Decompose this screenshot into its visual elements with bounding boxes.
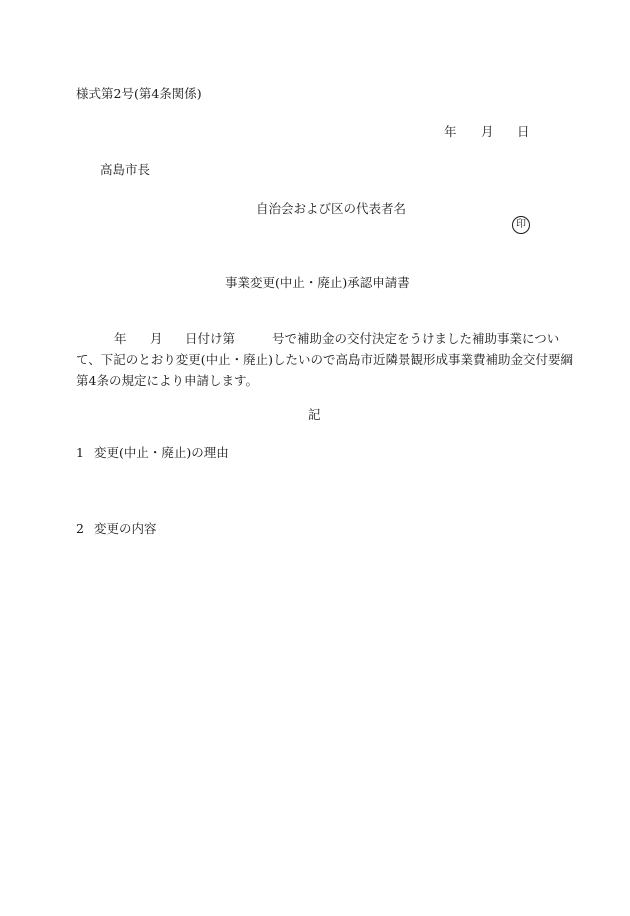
- item-label: 変更(中止・廃止)の理由: [94, 445, 229, 460]
- body-line-2: [76, 349, 574, 370]
- addressee: 高島市長: [100, 162, 151, 177]
- item-content: [76, 519, 157, 537]
- representative-label: 自治会および区の代表者名: [256, 201, 407, 216]
- form-number: 様式第2号(第4条関係): [76, 86, 202, 101]
- body-year-label: 年: [114, 331, 127, 346]
- body-line-2-text: て、下記のとおり変更(中止・廃止)したいので高島市近隣景観形成事業費補助金交付要綱: [76, 352, 574, 367]
- body-line-3-text: 第4条の規定により申請します。: [76, 373, 258, 388]
- seal-mark: 印: [512, 216, 530, 234]
- date-line: [444, 122, 534, 138]
- body-line-1-text: 号で補助金の交付決定をうけました補助事業につい: [272, 331, 560, 346]
- date-year-label: 年: [444, 124, 457, 139]
- item-reason: [76, 443, 229, 461]
- item-number: 1: [76, 445, 84, 460]
- body-month-label: 月: [150, 331, 163, 346]
- item-number: 2: [76, 521, 84, 536]
- body-line-1: [76, 328, 566, 349]
- body-line-3: [76, 370, 566, 391]
- item-label: 変更の内容: [94, 521, 157, 536]
- application-body: [76, 328, 574, 391]
- ki-heading: 記: [308, 407, 321, 422]
- date-month-label: 月: [481, 124, 494, 139]
- document-title: 事業変更(中止・廃止)承認申請書: [225, 275, 410, 290]
- date-day-label: 日: [517, 124, 530, 139]
- body-dated-label: 日付け第: [185, 331, 236, 346]
